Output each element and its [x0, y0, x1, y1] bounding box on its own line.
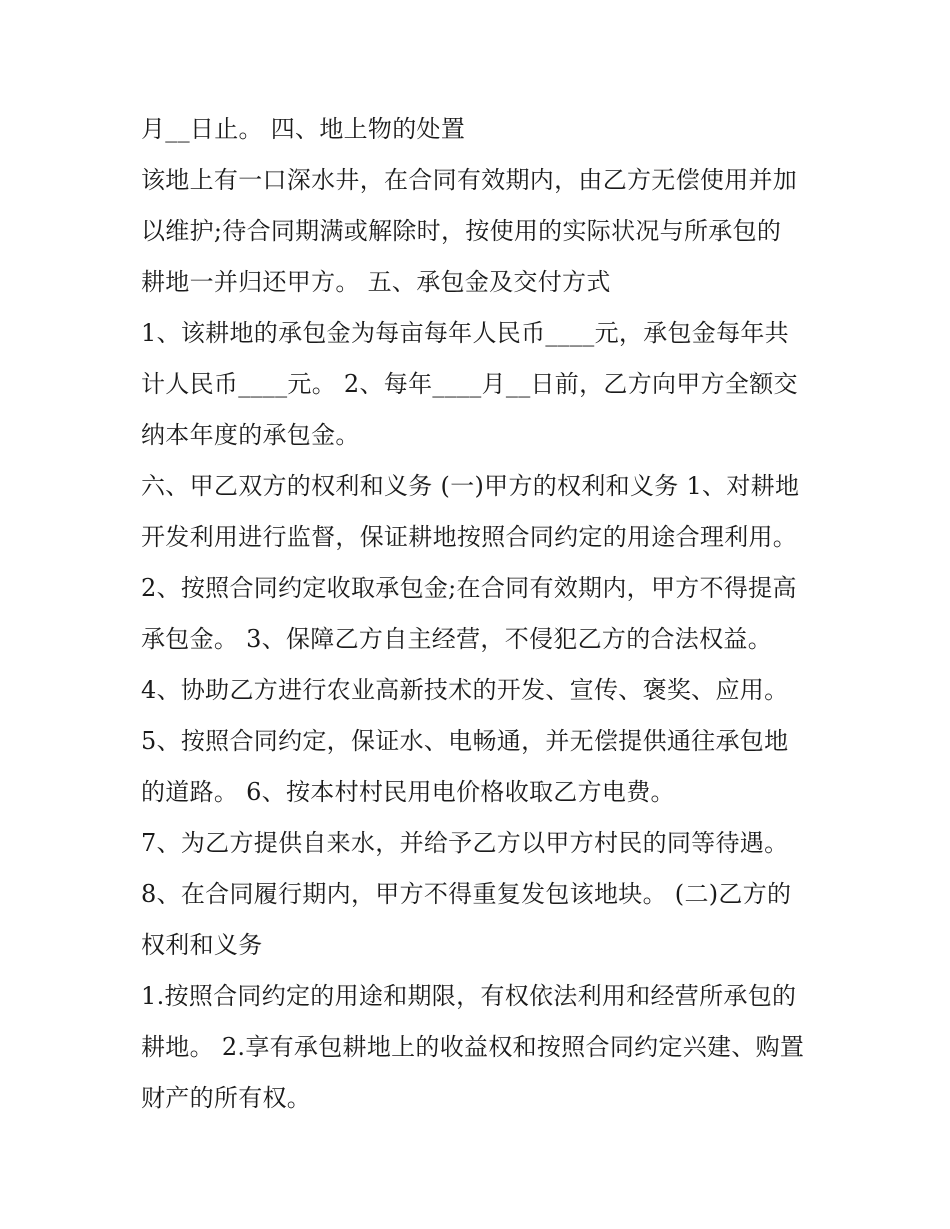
- text-line-12: 4、协助乙方进行农业高新技术的开发、宣传、褒奖、应用。: [141, 676, 789, 704]
- text-line-10: 2、按照合同约定收取承包金;在合同有效期内，甲方不得提高: [141, 574, 797, 602]
- text-line-20: 财产的所有权。: [141, 1084, 312, 1112]
- text-line-15: 7、为乙方提供自来水，并给予乙方以甲方村民的同等待遇。: [141, 829, 789, 857]
- text-line-14: 的道路。 6、按本村村民用电价格收取乙方电费。: [141, 778, 675, 806]
- text-line-18: 1.按照合同约定的用途和期限，有权依法利用和经营所承包的: [141, 982, 797, 1010]
- text-line-1: 月__日止。 四、地上物的处置: [141, 115, 466, 143]
- text-line-9: 开发利用进行监督，保证耕地按照合同约定的用途合理利用。: [141, 523, 798, 551]
- text-line-2: 该地上有一口深水井，在合同有效期内，由乙方无偿使用并加: [141, 166, 798, 194]
- text-line-19: 耕地。 2.享有承包耕地上的收益权和按照合同约定兴建、购置: [141, 1033, 805, 1061]
- text-line-17: 权利和义务: [141, 931, 263, 959]
- text-line-13: 5、按照合同约定，保证水、电畅通，并无偿提供通往承包地: [141, 727, 789, 755]
- text-line-5: 1、该耕地的承包金为每亩每年人民币____元，承包金每年共: [141, 319, 789, 347]
- text-line-16: 8、在合同履行期内，甲方不得重复发包该地块。 (二)乙方的: [141, 880, 792, 908]
- text-line-7: 纳本年度的承包金。: [141, 421, 360, 449]
- text-line-4: 耕地一并归还甲方。 五、承包金及交付方式: [141, 268, 611, 296]
- text-line-6: 计人民币____元。 2、每年____月__日前，乙方向甲方全额交: [141, 370, 798, 398]
- text-line-8: 六、甲乙双方的权利和义务 (一)甲方的权利和义务 1、对耕地: [141, 472, 800, 500]
- text-line-11: 承包金。 3、保障乙方自主经营，不侵犯乙方的合法权益。: [141, 625, 772, 653]
- text-line-3: 以维护;待合同期满或解除时，按使用的实际状况与所承包的: [141, 217, 782, 245]
